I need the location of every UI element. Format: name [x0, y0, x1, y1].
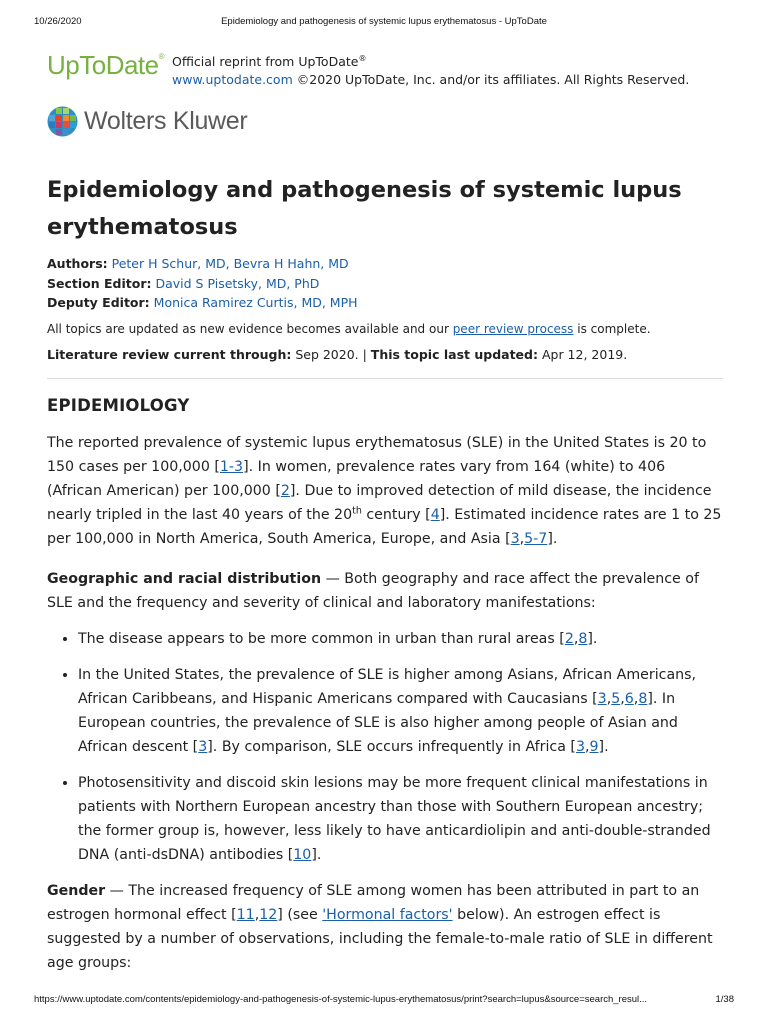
text: ,: [254, 906, 260, 923]
bullet-list: [47, 627, 723, 867]
reprint-line: Official reprint from UpToDate: [172, 54, 359, 70]
last-updated-label: This topic last updated:: [370, 346, 538, 362]
text: ].: [311, 846, 322, 863]
section-heading-epidemiology: EPIDEMIOLOGY: [47, 395, 190, 415]
notice-text: All topics are updated as new evidence becomes available and our: [47, 321, 453, 336]
text: below). An estrogen effect is suggested by a number of observations, including the female-to-male ratio of SLE in different age groups:: [47, 906, 713, 971]
text: The disease appears to be more common in urban than rural areas [: [78, 630, 565, 647]
print-header: [34, 16, 734, 30]
reference-link[interactable]: 10: [293, 846, 312, 863]
divider: [47, 378, 723, 379]
text: ].: [598, 738, 609, 755]
text: In the United States, the prevalence of SLE is higher among Asians, African Americans, African Caribbeans, and Hispanic Americans compared with Caucasians [: [78, 666, 697, 707]
text: ]. In women, prevalence rates vary from 164 (white) to 406 (African American) per 100,000 [: [47, 458, 666, 499]
deputy-editor-link[interactable]: Monica Ramirez Curtis, MD, MPH: [153, 295, 358, 310]
section-editor-label: Section Editor:: [47, 275, 152, 291]
page-title: Epidemiology and pathogenesis of systemic lupus erythematosus: [47, 177, 682, 240]
update-notice: [47, 320, 723, 338]
text: — The increased frequency of SLE among women has been attributed in part to an estrogen hormonal effect [: [47, 882, 700, 923]
text: ]. In European countries, the prevalence of SLE is also higher among people of Asian and African descent [: [78, 690, 678, 755]
copyright-text: ©2020 UpToDate, Inc. and/or its affiliates. All Rights Reserved.: [296, 72, 690, 88]
reference-link[interactable]: 3: [597, 690, 607, 707]
paragraph-gender: [47, 879, 723, 975]
review-dates: [47, 346, 723, 364]
reference-link[interactable]: 3: [510, 530, 520, 547]
wolters-kluwer-logo-icon: [47, 106, 78, 137]
reference-link[interactable]: 12: [259, 906, 278, 923]
reference-link[interactable]: 2: [564, 630, 574, 647]
reference-link[interactable]: 1-3: [219, 458, 244, 475]
text: ,: [585, 738, 590, 755]
registered-mark: ®: [158, 52, 165, 61]
text: ].: [547, 530, 558, 547]
reference-link[interactable]: 5-7: [524, 530, 548, 547]
article: [47, 48, 723, 975]
text: ,: [573, 630, 579, 647]
reference-link[interactable]: 2: [280, 482, 290, 499]
topic-contributors: [47, 254, 723, 313]
wolters-kluwer-name: Wolters Kluwer: [84, 107, 248, 135]
print-document-title: Epidemiology and pathogenesis of systemic lupus erythematosus - UpToDate: [221, 16, 547, 27]
paragraph-geographic-distribution: [47, 567, 723, 615]
list-item: [78, 627, 723, 651]
section-editor-link[interactable]: David S Pisetsky, MD, PhD: [155, 275, 320, 291]
reference-link[interactable]: 8: [638, 690, 648, 707]
page-count: 1/38: [715, 994, 734, 1005]
reference-link[interactable]: 11: [236, 906, 255, 923]
print-footer: [34, 994, 734, 1008]
subheading-geographic: Geographic and racial distribution: [47, 570, 322, 587]
text: century [: [361, 506, 431, 523]
paragraph-prevalence: [47, 431, 723, 551]
authors-link[interactable]: Peter H Schur, MD, Bevra H Hahn, MD: [111, 256, 349, 271]
print-date: 10/26/2020: [34, 16, 82, 27]
text: ]. Estimated incidence rates are 1 to 25 per 100,000 in North America, South America, Europe, and Asia [: [47, 506, 722, 547]
text: ,: [633, 690, 639, 707]
publisher-logo[interactable]: [47, 106, 723, 150]
text: Photosensitivity and discoid skin lesions may be more frequent clinical manifestations in patients with Northern European ancestry than those with Southern European ancestry; the former group is, however, less likely to have anticardiolipin and anti-double-stranded DNA (anti-dsDNA) antibodies [: [78, 774, 711, 863]
text: ]. By comparison, SLE occurs infrequently in Africa [: [207, 738, 576, 755]
lit-review-label: Literature review current through:: [47, 346, 292, 362]
text: ,: [519, 530, 525, 547]
reprint-registered-mark: ®: [358, 54, 367, 63]
text: ,: [620, 690, 625, 707]
reference-link[interactable]: 8: [578, 630, 588, 647]
uptodate-site-link[interactable]: www.uptodate.com: [172, 72, 293, 88]
subheading-gender: Gender: [47, 882, 106, 899]
list-item: [78, 771, 723, 867]
authors-label: Authors:: [47, 256, 108, 271]
last-updated-value: Apr 12, 2019.: [537, 346, 628, 362]
reference-link[interactable]: 4: [430, 506, 440, 523]
text: — Both geography and race affect the prevalence of SLE and the frequency and severity of clinical and laboratory manifestations:: [47, 570, 699, 611]
hormonal-factors-link[interactable]: 'Hormonal factors': [322, 906, 453, 923]
text: ]. Due to improved detection of mild disease, the incidence nearly tripled in the last 40 years of the 20: [47, 482, 712, 523]
deputy-editor-label: Deputy Editor:: [47, 295, 150, 310]
reprint-notice: [172, 50, 689, 89]
superscript: th: [352, 504, 362, 516]
peer-review-link[interactable]: peer review process: [452, 321, 574, 336]
text: ] (see: [277, 906, 323, 923]
reference-link[interactable]: 3: [575, 738, 585, 755]
print-url: https://www.uptodate.com/contents/epidemiology-and-pathogenesis-of-systemic-lupus-erythematosus/print?search=lupus&source=search_resul...: [34, 994, 648, 1005]
uptodate-logo-text: UpToDate: [47, 50, 159, 80]
brand-header: [47, 48, 723, 98]
lit-review-value: Sep 2020. |: [291, 346, 371, 362]
reference-link[interactable]: 6: [624, 690, 634, 707]
notice-text-end: is complete.: [573, 321, 651, 336]
reference-link[interactable]: 3: [198, 738, 208, 755]
text: ,: [606, 690, 612, 707]
text: The reported prevalence of systemic lupus erythematosus (SLE) in the United States is 20 to 150 cases per 100,000 [: [47, 434, 707, 475]
uptodate-logo[interactable]: [47, 50, 164, 81]
text: ].: [587, 630, 598, 647]
reference-link[interactable]: 5: [611, 690, 621, 707]
reference-link[interactable]: 9: [589, 738, 599, 755]
list-item: [78, 663, 723, 759]
